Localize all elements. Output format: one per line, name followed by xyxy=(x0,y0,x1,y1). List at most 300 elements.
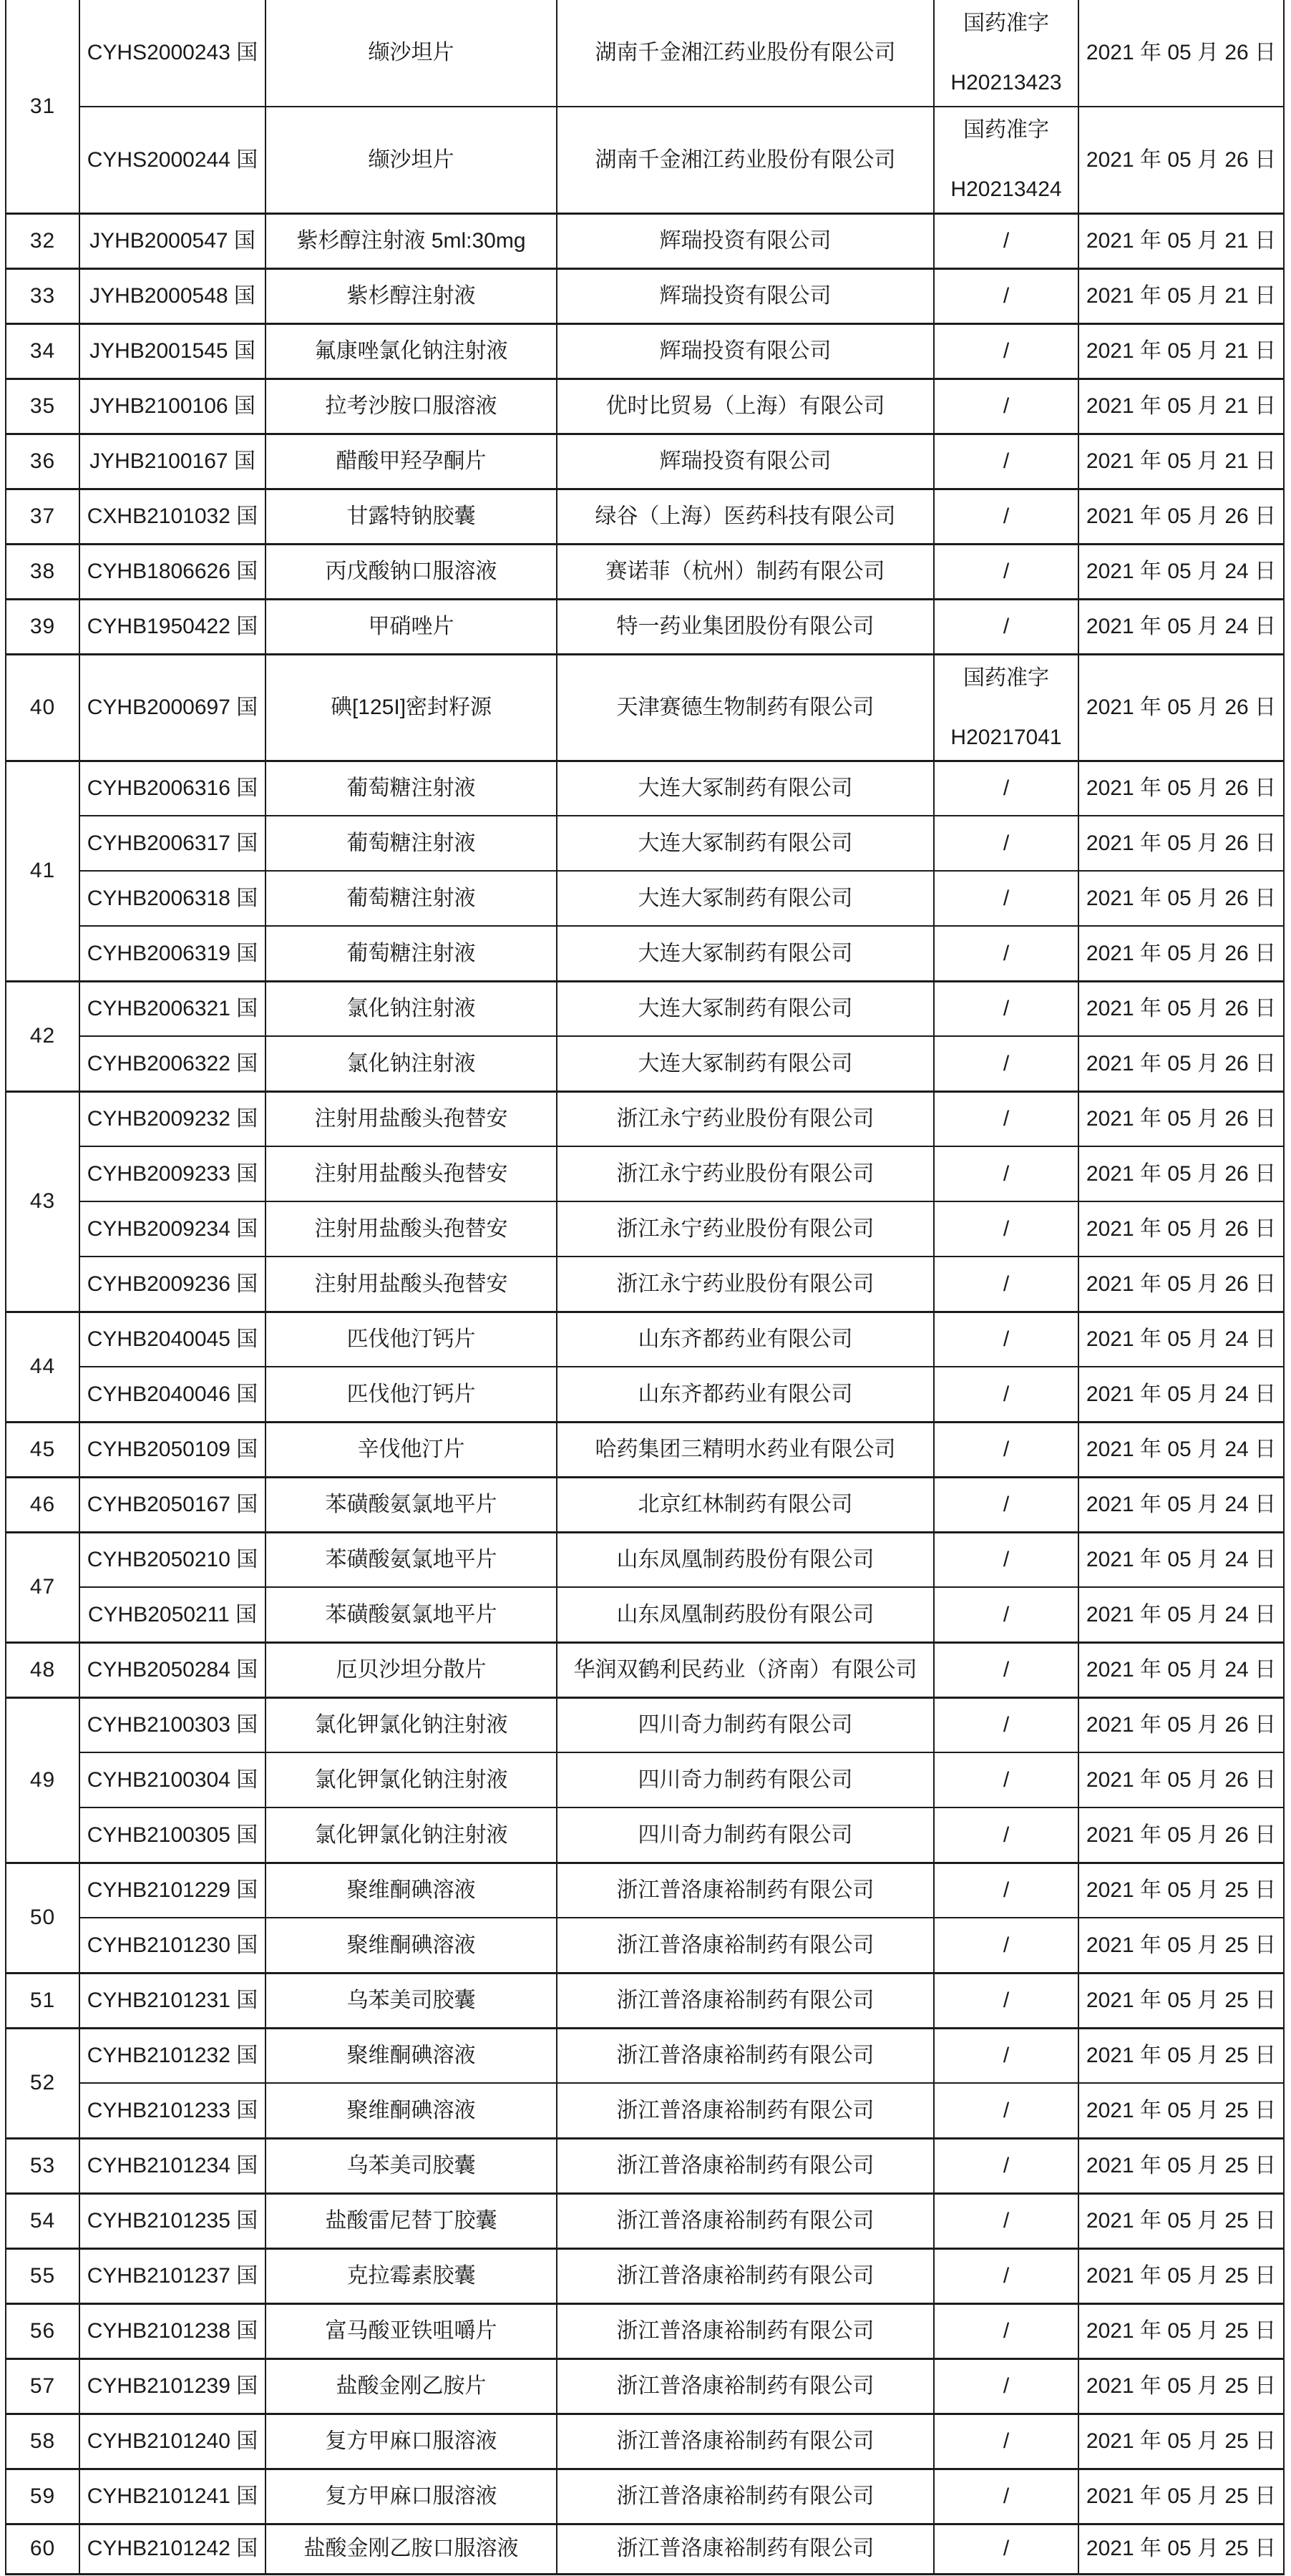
drug-name-cell: 氯化钾氯化钠注射液 xyxy=(265,1752,557,1807)
acceptance-number-cell: CYHB2101229 国 xyxy=(79,1863,265,1918)
drug-name-cell: 注射用盐酸头孢替安 xyxy=(265,1257,557,1312)
drug-name-cell: 辛伐他汀片 xyxy=(265,1422,557,1477)
row-number-cell: 51 xyxy=(6,1973,79,2028)
acceptance-number-cell: CYHB2101241 国 xyxy=(79,2469,265,2524)
approval-number-cell: / xyxy=(934,213,1078,268)
table-row xyxy=(6,489,1284,544)
row-number-cell: 59 xyxy=(6,2469,79,2524)
approval-number-cell: / xyxy=(934,489,1078,544)
approval-table xyxy=(5,0,1285,2575)
company-cell: 辉瑞投资有限公司 xyxy=(557,213,934,268)
table-row xyxy=(6,926,1284,981)
approval-number-cell: / xyxy=(934,1477,1078,1532)
company-cell: 浙江永宁药业股份有限公司 xyxy=(557,1091,934,1146)
approval-date-cell: 2021 年 05 月 25 日 xyxy=(1078,2414,1284,2469)
approval-number-cell: / xyxy=(934,1918,1078,1973)
company-cell: 山东凤凰制药股份有限公司 xyxy=(557,1532,934,1587)
drug-name-cell: 缬沙坦片 xyxy=(265,0,557,107)
company-cell: 浙江永宁药业股份有限公司 xyxy=(557,1146,934,1201)
approval-number-cell: / xyxy=(934,2193,1078,2248)
company-cell: 山东齐都药业有限公司 xyxy=(557,1367,934,1422)
drug-name-cell: 葡萄糖注射液 xyxy=(265,926,557,981)
drug-name-cell: 厄贝沙坦分散片 xyxy=(265,1642,557,1697)
drug-name-cell: 紫杉醇注射液 5ml:30mg xyxy=(265,213,557,268)
approval-date-cell: 2021 年 05 月 24 日 xyxy=(1078,544,1284,599)
acceptance-number-cell: JYHB2000547 国 xyxy=(79,213,265,268)
approval-number: H20213424 xyxy=(950,177,1062,202)
company-cell: 浙江永宁药业股份有限公司 xyxy=(557,1201,934,1257)
approval-number-cell: / xyxy=(934,1422,1078,1477)
table-row xyxy=(6,544,1284,599)
row-number-cell: 37 xyxy=(6,489,79,544)
drug-name-cell: 苯磺酸氨氯地平片 xyxy=(265,1587,557,1642)
company-cell: 四川奇力制药有限公司 xyxy=(557,1807,934,1863)
row-number-cell: 43 xyxy=(6,1091,79,1312)
company-cell: 四川奇力制药有限公司 xyxy=(557,1697,934,1752)
table-row xyxy=(6,1146,1284,1201)
drug-name-cell: 聚维酮碘溶液 xyxy=(265,1918,557,1973)
approval-date-cell: 2021 年 05 月 21 日 xyxy=(1078,379,1284,434)
table-row xyxy=(6,2248,1284,2303)
row-number-cell: 56 xyxy=(6,2303,79,2358)
table-row xyxy=(6,1587,1284,1642)
table-row xyxy=(6,1697,1284,1752)
drug-name-cell: 聚维酮碘溶液 xyxy=(265,1863,557,1918)
acceptance-number-cell: CYHB2009234 国 xyxy=(79,1201,265,1257)
acceptance-number-cell: JYHB2100106 国 xyxy=(79,379,265,434)
approval-number-cell: / xyxy=(934,323,1078,379)
approval-date-cell: 2021 年 05 月 25 日 xyxy=(1078,2303,1284,2358)
acceptance-number-cell: CYHB2101234 国 xyxy=(79,2138,265,2193)
approval-date-cell: 2021 年 05 月 25 日 xyxy=(1078,2193,1284,2248)
table-row xyxy=(6,1973,1284,2028)
approval-date-cell: 2021 年 05 月 25 日 xyxy=(1078,1973,1284,2028)
approval-table-body xyxy=(6,0,1284,2574)
acceptance-number-cell: CYHB2000697 国 xyxy=(79,654,265,761)
table-row xyxy=(6,1091,1284,1146)
approval-number-cell: / xyxy=(934,1091,1078,1146)
approval-date-cell: 2021 年 05 月 26 日 xyxy=(1078,0,1284,107)
company-cell: 大连大冢制药有限公司 xyxy=(557,871,934,926)
acceptance-number-cell: CYHB2101235 国 xyxy=(79,2193,265,2248)
row-number-cell: 39 xyxy=(6,599,79,654)
approval-date-cell: 2021 年 05 月 24 日 xyxy=(1078,599,1284,654)
approval-number-cell: / xyxy=(934,871,1078,926)
acceptance-number-cell: CYHB2009236 国 xyxy=(79,1257,265,1312)
drug-name-cell: 克拉霉素胶囊 xyxy=(265,2248,557,2303)
row-number-cell: 52 xyxy=(6,2028,79,2138)
company-cell: 大连大冢制药有限公司 xyxy=(557,1036,934,1091)
acceptance-number-cell: CYHB2009232 国 xyxy=(79,1091,265,1146)
approval-date-cell: 2021 年 05 月 25 日 xyxy=(1078,2469,1284,2524)
approval-number-cell xyxy=(934,107,1078,213)
table-row xyxy=(6,599,1284,654)
company-cell: 辉瑞投资有限公司 xyxy=(557,323,934,379)
approval-number: H20213423 xyxy=(950,71,1062,94)
drug-name-cell: 复方甲麻口服溶液 xyxy=(265,2469,557,2524)
approval-number-cell xyxy=(934,654,1078,761)
drug-name-cell: 氟康唑氯化钠注射液 xyxy=(265,323,557,379)
drug-name-cell: 氯化钾氯化钠注射液 xyxy=(265,1807,557,1863)
company-cell: 湖南千金湘江药业股份有限公司 xyxy=(557,107,934,213)
drug-name-cell: 氯化钠注射液 xyxy=(265,981,557,1036)
drug-name-cell: 碘[125I]密封籽源 xyxy=(265,654,557,761)
approval-date-cell: 2021 年 05 月 26 日 xyxy=(1078,871,1284,926)
table-row xyxy=(6,1367,1284,1422)
approval-date-cell: 2021 年 05 月 24 日 xyxy=(1078,1642,1284,1697)
acceptance-number-cell: CYHB2101232 国 xyxy=(79,2028,265,2083)
drug-name-cell: 注射用盐酸头孢替安 xyxy=(265,1146,557,1201)
approval-number-cell: / xyxy=(934,434,1078,489)
table-row xyxy=(6,761,1284,816)
approval-date-cell: 2021 年 05 月 26 日 xyxy=(1078,1201,1284,1257)
drug-name-cell: 聚维酮碘溶液 xyxy=(265,2028,557,2083)
table-row xyxy=(6,2358,1284,2414)
approval-number-cell: / xyxy=(934,1973,1078,2028)
company-cell: 浙江普洛康裕制药有限公司 xyxy=(557,1918,934,1973)
acceptance-number-cell: CYHB2050109 国 xyxy=(79,1422,265,1477)
company-cell: 四川奇力制药有限公司 xyxy=(557,1752,934,1807)
company-cell: 哈药集团三精明水药业有限公司 xyxy=(557,1422,934,1477)
drug-name-cell: 盐酸金刚乙胺片 xyxy=(265,2358,557,2414)
approval-number-cell: / xyxy=(934,599,1078,654)
company-cell: 赛诺菲（杭州）制药有限公司 xyxy=(557,544,934,599)
company-cell: 浙江普洛康裕制药有限公司 xyxy=(557,2248,934,2303)
company-cell: 大连大冢制药有限公司 xyxy=(557,816,934,871)
acceptance-number-cell: CYHB2100305 国 xyxy=(79,1807,265,1863)
approval-number-cell: / xyxy=(934,1587,1078,1642)
company-cell: 浙江永宁药业股份有限公司 xyxy=(557,1257,934,1312)
acceptance-number-cell: CYHB2040045 国 xyxy=(79,1312,265,1367)
drug-name-cell: 盐酸雷尼替丁胶囊 xyxy=(265,2193,557,2248)
company-cell: 天津赛德生物制药有限公司 xyxy=(557,654,934,761)
approval-date-cell: 2021 年 05 月 26 日 xyxy=(1078,1036,1284,1091)
approval-prefix: 国药准字 xyxy=(963,11,1049,35)
company-cell: 浙江普洛康裕制药有限公司 xyxy=(557,2303,934,2358)
approval-date-cell: 2021 年 05 月 26 日 xyxy=(1078,654,1284,761)
approval-date-cell: 2021 年 05 月 25 日 xyxy=(1078,1918,1284,1973)
table-row xyxy=(6,816,1284,871)
approval-date-cell: 2021 年 05 月 26 日 xyxy=(1078,1697,1284,1752)
company-cell: 辉瑞投资有限公司 xyxy=(557,434,934,489)
table-row xyxy=(6,1863,1284,1918)
drug-name-cell: 甘露特钠胶囊 xyxy=(265,489,557,544)
acceptance-number-cell: CYHB1806626 国 xyxy=(79,544,265,599)
row-number-cell: 38 xyxy=(6,544,79,599)
acceptance-number-cell: CYHB2101238 国 xyxy=(79,2303,265,2358)
acceptance-number-cell: JYHB2001545 国 xyxy=(79,323,265,379)
approval-prefix: 国药准字 xyxy=(963,665,1049,690)
drug-name-cell: 葡萄糖注射液 xyxy=(265,816,557,871)
drug-name-cell: 缬沙坦片 xyxy=(265,107,557,213)
drug-name-cell: 乌苯美司胶囊 xyxy=(265,2138,557,2193)
acceptance-number-cell: CYHB2101239 国 xyxy=(79,2358,265,2414)
row-number-cell: 48 xyxy=(6,1642,79,1697)
approval-number-cell: / xyxy=(934,981,1078,1036)
approval-number-cell: / xyxy=(934,1752,1078,1807)
approval-date-cell: 2021 年 05 月 26 日 xyxy=(1078,926,1284,981)
approval-date-cell: 2021 年 05 月 21 日 xyxy=(1078,323,1284,379)
row-number-cell: 54 xyxy=(6,2193,79,2248)
row-number-cell: 32 xyxy=(6,213,79,268)
approval-number-cell: / xyxy=(934,926,1078,981)
approval-date-cell: 2021 年 05 月 25 日 xyxy=(1078,2248,1284,2303)
acceptance-number-cell: JYHB2100167 国 xyxy=(79,434,265,489)
drug-name-cell: 富马酸亚铁咀嚼片 xyxy=(265,2303,557,2358)
company-cell: 浙江普洛康裕制药有限公司 xyxy=(557,2414,934,2469)
table-row xyxy=(6,213,1284,268)
company-cell: 大连大冢制药有限公司 xyxy=(557,761,934,816)
approval-date-cell: 2021 年 05 月 26 日 xyxy=(1078,761,1284,816)
approval-date-cell: 2021 年 05 月 26 日 xyxy=(1078,489,1284,544)
approval-date-cell: 2021 年 05 月 26 日 xyxy=(1078,1146,1284,1201)
approval-date-cell: 2021 年 05 月 25 日 xyxy=(1078,2083,1284,2138)
approval-number-cell: / xyxy=(934,2469,1078,2524)
row-number-cell: 31 xyxy=(6,0,79,213)
table-row xyxy=(6,434,1284,489)
drug-name-cell: 复方甲麻口服溶液 xyxy=(265,2414,557,2469)
drug-name-cell: 葡萄糖注射液 xyxy=(265,871,557,926)
table-row xyxy=(6,2524,1284,2574)
table-row xyxy=(6,107,1284,213)
row-number-cell: 44 xyxy=(6,1312,79,1422)
acceptance-number-cell: CYHB2006319 国 xyxy=(79,926,265,981)
acceptance-number-cell: CYHB2050167 国 xyxy=(79,1477,265,1532)
approval-number-cell: / xyxy=(934,1257,1078,1312)
company-cell: 浙江普洛康裕制药有限公司 xyxy=(557,2469,934,2524)
acceptance-number-cell: CYHB2009233 国 xyxy=(79,1146,265,1201)
approval-number-cell: / xyxy=(934,544,1078,599)
approval-number-cell: / xyxy=(934,1312,1078,1367)
row-number-cell: 40 xyxy=(6,654,79,761)
row-number-cell: 33 xyxy=(6,268,79,323)
table-row xyxy=(6,2138,1284,2193)
drug-name-cell: 匹伐他汀钙片 xyxy=(265,1367,557,1422)
approval-date-cell: 2021 年 05 月 24 日 xyxy=(1078,1312,1284,1367)
company-cell: 浙江普洛康裕制药有限公司 xyxy=(557,2028,934,2083)
drug-name-cell: 丙戊酸钠口服溶液 xyxy=(265,544,557,599)
table-row xyxy=(6,1257,1284,1312)
approval-date-cell: 2021 年 05 月 25 日 xyxy=(1078,2524,1284,2574)
drug-name-cell: 乌苯美司胶囊 xyxy=(265,1973,557,2028)
acceptance-number-cell: CYHB2100304 国 xyxy=(79,1752,265,1807)
approval-number-cell: / xyxy=(934,2028,1078,2083)
acceptance-number-cell: CYHB2101240 国 xyxy=(79,2414,265,2469)
table-row xyxy=(6,2083,1284,2138)
row-number-cell: 50 xyxy=(6,1863,79,1973)
drug-name-cell: 匹伐他汀钙片 xyxy=(265,1312,557,1367)
approval-date-cell: 2021 年 05 月 26 日 xyxy=(1078,1257,1284,1312)
acceptance-number-cell: CYHB2040046 国 xyxy=(79,1367,265,1422)
table-row xyxy=(6,871,1284,926)
drug-name-cell: 聚维酮碘溶液 xyxy=(265,2083,557,2138)
table-row xyxy=(6,1201,1284,1257)
company-cell: 大连大冢制药有限公司 xyxy=(557,981,934,1036)
table-row xyxy=(6,1918,1284,1973)
approval-date-cell: 2021 年 05 月 25 日 xyxy=(1078,2138,1284,2193)
approval-number-cell: / xyxy=(934,1642,1078,1697)
table-row xyxy=(6,2303,1284,2358)
company-cell: 浙江普洛康裕制药有限公司 xyxy=(557,2193,934,2248)
acceptance-number-cell: CYHB2101231 国 xyxy=(79,1973,265,2028)
acceptance-number-cell: CYHB2006318 国 xyxy=(79,871,265,926)
drug-name-cell: 醋酸甲羟孕酮片 xyxy=(265,434,557,489)
acceptance-number-cell: CYHB2050211 国 xyxy=(79,1587,265,1642)
company-cell: 山东凤凰制药股份有限公司 xyxy=(557,1587,934,1642)
acceptance-number-cell: CYHB2101242 国 xyxy=(79,2524,265,2574)
company-cell: 浙江普洛康裕制药有限公司 xyxy=(557,1973,934,2028)
drug-name-cell: 氯化钠注射液 xyxy=(265,1036,557,1091)
approval-number-cell: / xyxy=(934,1367,1078,1422)
approval-number-cell: / xyxy=(934,268,1078,323)
approval-number-cell: / xyxy=(934,2358,1078,2414)
acceptance-number-cell: CYHB2101233 国 xyxy=(79,2083,265,2138)
drug-name-cell: 注射用盐酸头孢替安 xyxy=(265,1201,557,1257)
acceptance-number-cell: CYHB1950422 国 xyxy=(79,599,265,654)
drug-name-cell: 甲硝唑片 xyxy=(265,599,557,654)
approval-number-cell: / xyxy=(934,1201,1078,1257)
table-row xyxy=(6,1422,1284,1477)
table-row xyxy=(6,1752,1284,1807)
drug-name-cell: 紫杉醇注射液 xyxy=(265,268,557,323)
approval-date-cell: 2021 年 05 月 21 日 xyxy=(1078,434,1284,489)
acceptance-number-cell: CYHB2006321 国 xyxy=(79,981,265,1036)
table-row xyxy=(6,1807,1284,1863)
approval-number-cell: / xyxy=(934,1146,1078,1201)
table-row xyxy=(6,2469,1284,2524)
row-number-cell: 47 xyxy=(6,1532,79,1642)
approval-number-cell xyxy=(934,0,1078,107)
approval-date-cell: 2021 年 05 月 26 日 xyxy=(1078,816,1284,871)
row-number-cell: 36 xyxy=(6,434,79,489)
company-cell: 优时比贸易（上海）有限公司 xyxy=(557,379,934,434)
approval-date-cell: 2021 年 05 月 21 日 xyxy=(1078,213,1284,268)
row-number-cell: 41 xyxy=(6,761,79,981)
drug-name-cell: 苯磺酸氨氯地平片 xyxy=(265,1477,557,1532)
approval-number-cell: / xyxy=(934,1697,1078,1752)
approval-date-cell: 2021 年 05 月 25 日 xyxy=(1078,1863,1284,1918)
approval-date-cell: 2021 年 05 月 24 日 xyxy=(1078,1367,1284,1422)
approval-number: H20217041 xyxy=(950,725,1062,749)
company-cell: 湖南千金湘江药业股份有限公司 xyxy=(557,0,934,107)
table-row xyxy=(6,2414,1284,2469)
company-cell: 北京红林制药有限公司 xyxy=(557,1477,934,1532)
company-cell: 辉瑞投资有限公司 xyxy=(557,268,934,323)
drug-name-cell: 葡萄糖注射液 xyxy=(265,761,557,816)
row-number-cell: 34 xyxy=(6,323,79,379)
acceptance-number-cell: CYHB2006317 国 xyxy=(79,816,265,871)
approval-number-cell: / xyxy=(934,2138,1078,2193)
table-row xyxy=(6,2028,1284,2083)
approval-date-cell: 2021 年 05 月 24 日 xyxy=(1078,1532,1284,1587)
acceptance-number-cell: CYHS2000244 国 xyxy=(79,107,265,213)
table-row xyxy=(6,1477,1284,1532)
table-row xyxy=(6,981,1284,1036)
company-cell: 华润双鹤利民药业（济南）有限公司 xyxy=(557,1642,934,1697)
table-row xyxy=(6,1642,1284,1697)
acceptance-number-cell: CYHB2050210 国 xyxy=(79,1532,265,1587)
company-cell: 浙江普洛康裕制药有限公司 xyxy=(557,2358,934,2414)
table-row xyxy=(6,0,1284,107)
acceptance-number-cell: CYHB2100303 国 xyxy=(79,1697,265,1752)
table-row xyxy=(6,1532,1284,1587)
approval-number-cell: / xyxy=(934,379,1078,434)
acceptance-number-cell: CYHB2101237 国 xyxy=(79,2248,265,2303)
acceptance-number-cell: CYHB2050284 国 xyxy=(79,1642,265,1697)
acceptance-number-cell: CXHB2101032 国 xyxy=(79,489,265,544)
approval-number-cell: / xyxy=(934,2524,1078,2574)
approval-date-cell: 2021 年 05 月 26 日 xyxy=(1078,981,1284,1036)
row-number-cell: 45 xyxy=(6,1422,79,1477)
row-number-cell: 57 xyxy=(6,2358,79,2414)
approval-date-cell: 2021 年 05 月 24 日 xyxy=(1078,1422,1284,1477)
approval-date-cell: 2021 年 05 月 26 日 xyxy=(1078,1091,1284,1146)
acceptance-number-cell: CYHB2006316 国 xyxy=(79,761,265,816)
approval-date-cell: 2021 年 05 月 26 日 xyxy=(1078,1752,1284,1807)
row-number-cell: 49 xyxy=(6,1697,79,1863)
approval-number-cell: / xyxy=(934,1863,1078,1918)
approval-number-cell: / xyxy=(934,816,1078,871)
company-cell: 特一药业集团股份有限公司 xyxy=(557,599,934,654)
approval-date-cell: 2021 年 05 月 26 日 xyxy=(1078,107,1284,213)
approval-prefix: 国药准字 xyxy=(963,118,1049,142)
company-cell: 浙江普洛康裕制药有限公司 xyxy=(557,2138,934,2193)
company-cell: 浙江普洛康裕制药有限公司 xyxy=(557,2524,934,2574)
acceptance-number-cell: CYHB2101230 国 xyxy=(79,1918,265,1973)
row-number-cell: 58 xyxy=(6,2414,79,2469)
approval-number-cell: / xyxy=(934,2083,1078,2138)
acceptance-number-cell: CYHB2006322 国 xyxy=(79,1036,265,1091)
drug-name-cell: 盐酸金刚乙胺口服溶液 xyxy=(265,2524,557,2574)
table-row xyxy=(6,1312,1284,1367)
approval-number-cell: / xyxy=(934,761,1078,816)
company-cell: 浙江普洛康裕制药有限公司 xyxy=(557,1863,934,1918)
drug-name-cell: 拉考沙胺口服溶液 xyxy=(265,379,557,434)
table-row xyxy=(6,654,1284,761)
drug-name-cell: 苯磺酸氨氯地平片 xyxy=(265,1532,557,1587)
table-row xyxy=(6,1036,1284,1091)
approval-number-cell: / xyxy=(934,2414,1078,2469)
row-number-cell: 60 xyxy=(6,2524,79,2574)
table-row xyxy=(6,323,1284,379)
company-cell: 山东齐都药业有限公司 xyxy=(557,1312,934,1367)
table-row xyxy=(6,379,1284,434)
approval-number-cell: / xyxy=(934,1807,1078,1863)
approval-date-cell: 2021 年 05 月 24 日 xyxy=(1078,1587,1284,1642)
row-number-cell: 42 xyxy=(6,981,79,1091)
table-row xyxy=(6,2193,1284,2248)
table-row xyxy=(6,268,1284,323)
approval-date-cell: 2021 年 05 月 25 日 xyxy=(1078,2028,1284,2083)
approval-date-cell: 2021 年 05 月 25 日 xyxy=(1078,2358,1284,2414)
company-cell: 大连大冢制药有限公司 xyxy=(557,926,934,981)
approval-date-cell: 2021 年 05 月 24 日 xyxy=(1078,1477,1284,1532)
approval-number-cell: / xyxy=(934,1036,1078,1091)
row-number-cell: 55 xyxy=(6,2248,79,2303)
company-cell: 浙江普洛康裕制药有限公司 xyxy=(557,2083,934,2138)
acceptance-number-cell: CYHS2000243 国 xyxy=(79,0,265,107)
company-cell: 绿谷（上海）医药科技有限公司 xyxy=(557,489,934,544)
drug-name-cell: 氯化钾氯化钠注射液 xyxy=(265,1697,557,1752)
approval-date-cell: 2021 年 05 月 26 日 xyxy=(1078,1807,1284,1863)
row-number-cell: 46 xyxy=(6,1477,79,1532)
acceptance-number-cell: JYHB2000548 国 xyxy=(79,268,265,323)
row-number-cell: 53 xyxy=(6,2138,79,2193)
approval-number-cell: / xyxy=(934,2303,1078,2358)
approval-date-cell: 2021 年 05 月 21 日 xyxy=(1078,268,1284,323)
approval-number-cell: / xyxy=(934,2248,1078,2303)
approval-number-cell: / xyxy=(934,1532,1078,1587)
